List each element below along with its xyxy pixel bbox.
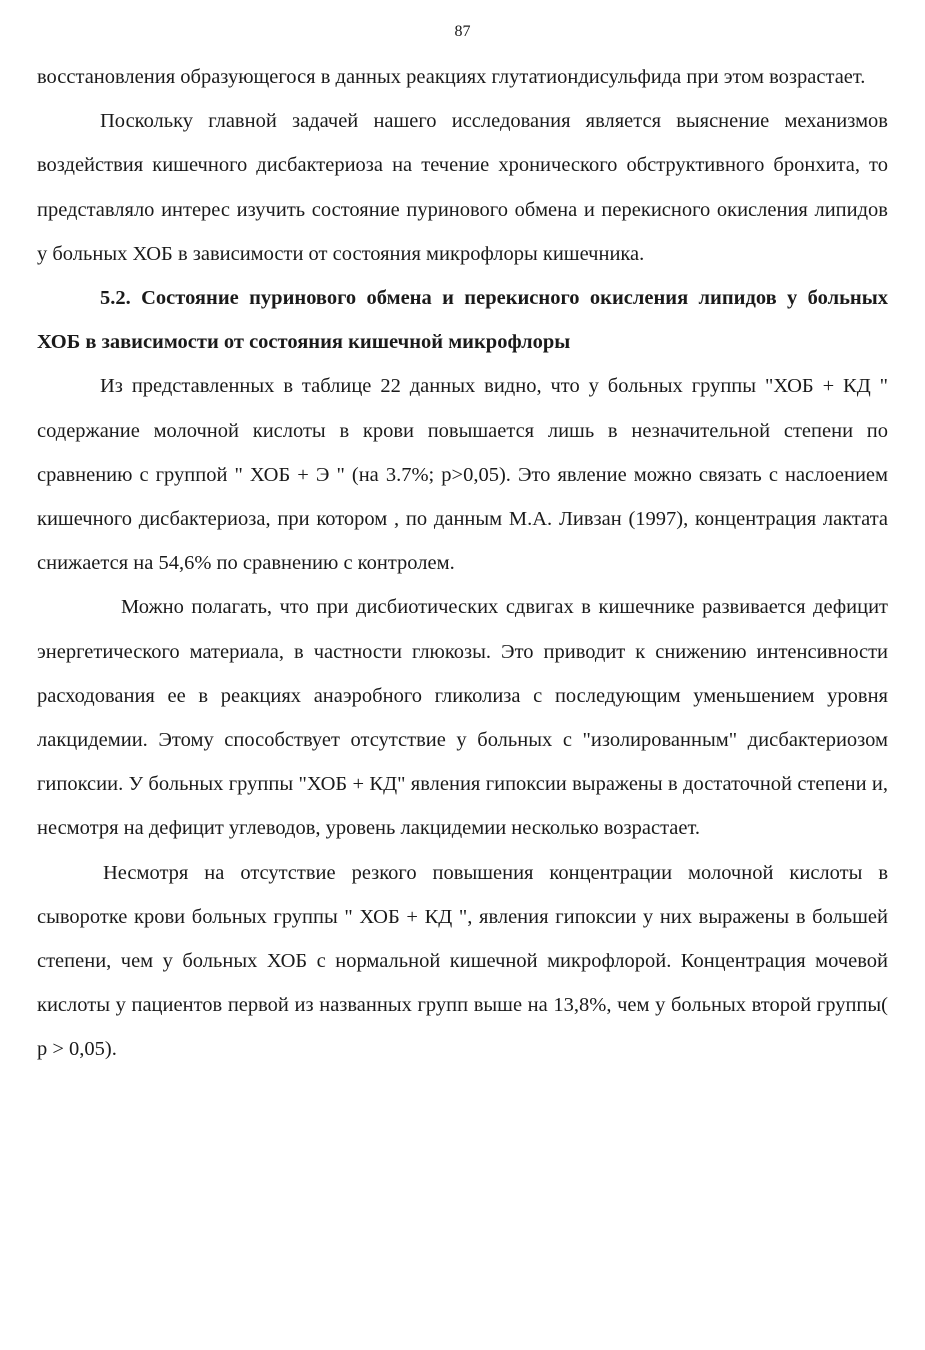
paragraph-dysbiotic-shifts: Можно полагать, что при дисбиотических сдвигах в кишечнике развивается дефицит энергетического материала, в частности глюкозы. Это приводит к снижению интенсивности расходования ее в реакциях анаэробного гликолиза с последующим уменьшением уровня лакцидемии. Этому способствует отсутствие у больных с "изолированным" дисбактериозом гипоксии. У больных группы "ХОБ + КД" явления гипоксии выражены в достаточной степени и, несмотря на дефицит углеводов, уровень лакцидемии несколько возрастает. (37, 596, 888, 840)
paragraph-research-goal: Поскольку главной задачей нашего исследования является выяснение механизмов воздействия кишечного дисбактериоза на течение хронического обструктивного бронхита, то представляло интерес изучить состояние пуринового обмена и перекисного окисления липидов у больных ХОБ в зависимости от состояния микрофлоры кишечника. (37, 110, 888, 265)
paragraph-uric-acid: Несмотря на отсутствие резкого повышения концентрации молочной кислоты в сыворотке крови больных группы " ХОБ + КД ", явления гипоксии у них выражены в большей степени, чем у больных ХОБ с нормальной кишечной микрофлорой. Концентрация мочевой кислоты у пациентов первой из названных групп выше на 13,8%, чем у больных второй группы( p > 0,05). (37, 861, 888, 1061)
section-heading: 5.2. Состояние пуринового обмена и перекисного окисления липидов у больных ХОБ в зависимости от состояния кишечной микрофлоры (37, 287, 888, 354)
paragraph-continuation: восстановления образующегося в данных реакциях глутатиондисульфида при этом возрастает. (37, 66, 866, 88)
page-number: 87 (454, 23, 471, 40)
paragraph-lactic-acid: Из представленных в таблице 22 данных видно, что у больных группы "ХОБ + КД " содержание молочной кислоты в крови повышается лишь в незначительной степени по сравнению с группой " ХОБ + Э " (на 3.7%; p>0,05). Это явление можно связать с наслоением кишечного дисбактериоза, при котором , по данным М.А. Ливзан (1997), концентрация лактата снижается на 54,6% по сравнению с контролем. (37, 375, 888, 575)
document-body (37, 55, 888, 1072)
